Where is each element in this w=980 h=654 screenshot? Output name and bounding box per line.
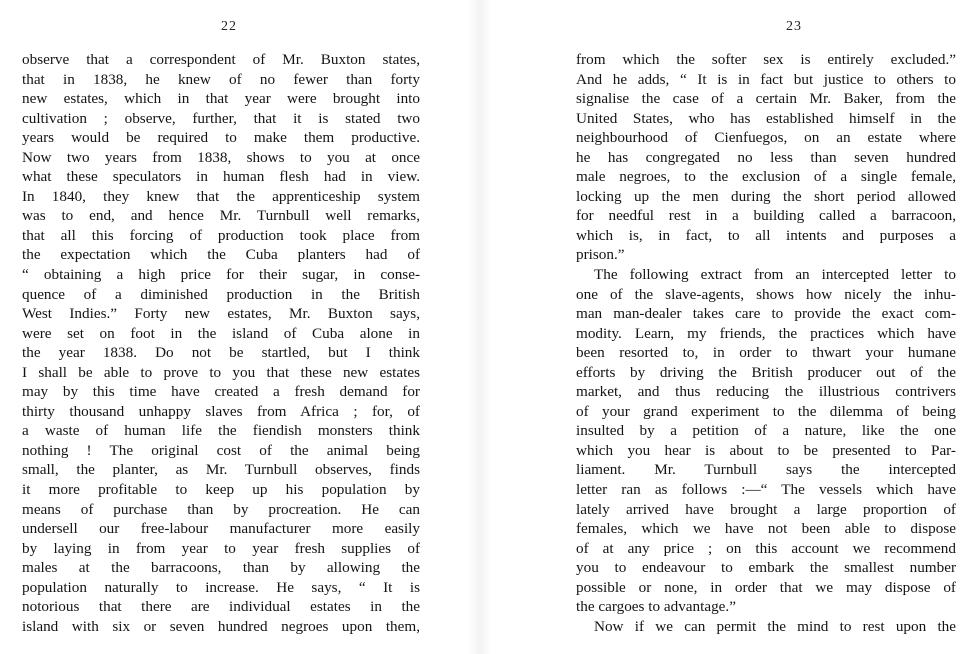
text-line: lately arrived have brought a large proportion of <box>576 500 956 518</box>
text-line: from which the softer sex is entirely excluded.” <box>576 51 956 68</box>
text-line: modity. Learn, my friends, the practices which have <box>576 324 956 342</box>
text-line: small, the planter, as Mr. Turnbull observes, finds <box>22 461 420 479</box>
text-line: he has congregated no less than seven hundred <box>576 148 956 166</box>
text-line: notorious that there are individual estates in the <box>22 598 420 616</box>
text-line: efforts by driving the British producer out of the <box>576 363 956 381</box>
text-line: been resorted to, in order to thwart your humane <box>576 344 956 362</box>
text-line: The following extract from an intercepted letter to <box>594 266 956 284</box>
text-line: may by this time have created a fresh demand for <box>22 383 420 401</box>
text-line: possible or none, in order that we may dispose of <box>576 578 956 596</box>
text-line: of your grand experiment to the dilemma of being <box>576 402 956 420</box>
text-line: that in 1838, he knew of no fewer than forty <box>22 70 420 88</box>
text-line: you to endeavour to embark the smallest number <box>576 559 956 577</box>
text-line: liament. Mr. Turnbull says the intercepted <box>576 461 956 479</box>
text-line: “ obtaining a high price for their sugar, in conse- <box>22 266 420 284</box>
text-line: nothing ! The original cost of the animal being <box>22 441 420 459</box>
text-line: a waste of human life the fiendish monsters think <box>22 422 420 440</box>
text-line: neighbourhood of Cienfuegos, on an estate where <box>576 129 956 147</box>
book-gutter <box>468 0 492 654</box>
text-line: population naturally to increase. He says, “ It is <box>22 578 420 596</box>
text-line: I shall be able to prove to you that these new estates <box>22 363 420 381</box>
text-line: the cargoes to advantage.” <box>576 598 736 616</box>
text-line: prison.” <box>576 246 625 264</box>
text-line: quence of a diminished production in the British <box>22 285 420 303</box>
text-line: it more profitable to keep up his population by <box>22 481 420 499</box>
text-line: letter ran as follows :—“ The vessels which have <box>576 481 956 499</box>
text-line: of at any price ; on this account we recommend <box>576 539 956 557</box>
text-line: was to end, and hence Mr. Turnbull well remarks, <box>22 207 420 225</box>
text-line: were set on foot in the island of Cuba alone in <box>22 324 420 342</box>
text-line: In 1840, they knew that the apprenticeship system <box>22 187 420 205</box>
text-line: new estates, which in that year were brought into <box>22 90 420 108</box>
text-line: island with six or seven hundred negroes upon them, <box>22 617 420 635</box>
text-line: one of the slave-agents, shows how nicely the inhu- <box>576 285 956 303</box>
text-line: undersell our free-labour manufacturer more easily <box>22 520 420 538</box>
text-line: observe that a correspondent of Mr. Buxton states, <box>22 51 420 68</box>
page-number-left: 22 <box>221 19 237 34</box>
text-line: means of purchase than by procreation. He can <box>22 500 420 518</box>
text-line: market, and thus reducing the illustrious contrivers <box>576 383 956 401</box>
text-line: man man-dealer takes care to provide the exact com- <box>576 305 956 323</box>
left-page <box>0 0 470 654</box>
text-line: that all this forcing of production took place from <box>22 226 420 244</box>
text-line: by laying in from year to year fresh supplies of <box>22 539 420 557</box>
text-line: West Indies.” Forty new estates, Mr. Buxton says, <box>22 305 420 323</box>
text-line: years would be required to make them productive. <box>22 129 420 147</box>
text-line: which you hear is about to be presented to Par- <box>576 441 956 459</box>
text-line: And he adds, “ It is in fact but justice to others to <box>576 70 956 88</box>
text-line: the year 1838. Do not be startled, but I think <box>22 344 420 362</box>
text-line: which is, in fact, to all intents and purposes a <box>576 226 956 244</box>
text-line: insulted by a petition of a nature, like the one <box>576 422 956 440</box>
text-line: signalise the case of a certain Mr. Baker, from the <box>576 90 956 108</box>
text-line: for needful rest in a building called a barracoon, <box>576 207 956 225</box>
page-number-right: 23 <box>786 19 802 34</box>
text-line: Now two years from 1838, shows to you at once <box>22 148 420 166</box>
right-page <box>490 0 980 654</box>
text-line: United States, who has established himself in the <box>576 109 956 127</box>
text-line: cultivation ; observe, further, that it is stated two <box>22 109 420 127</box>
text-line: females, which we have not been able to dispose <box>576 520 956 538</box>
text-line: thirty thousand unhappy slaves from Africa ; for, of <box>22 402 420 420</box>
text-line: the expectation which the Cuba planters had of <box>22 246 420 264</box>
right-page-body <box>576 50 956 636</box>
text-line: locking up the men during the short period allowed <box>576 187 956 205</box>
text-line: what these speculators in human flesh had in view. <box>22 168 420 186</box>
text-line: Now if we can permit the mind to rest upon the <box>594 617 956 635</box>
left-page-body <box>22 50 420 636</box>
text-line: males at the barracoons, than by allowing the <box>22 559 420 577</box>
text-line: male negroes, to the exclusion of a single female, <box>576 168 956 186</box>
